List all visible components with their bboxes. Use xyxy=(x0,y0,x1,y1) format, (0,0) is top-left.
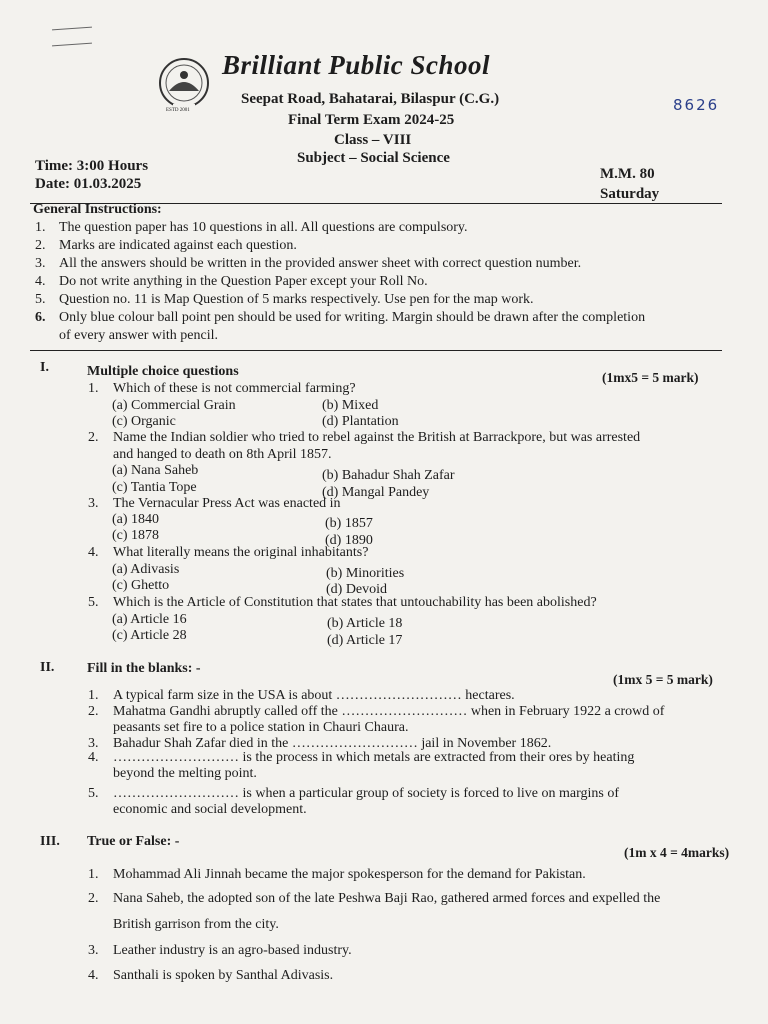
true-false-item: 3. Leather industry is an agro-based industry. xyxy=(88,943,352,958)
instruction-item: 4. Do not write anything in the Question Paper except your Roll No. xyxy=(35,274,428,289)
true-false-item: 1. Mohammad Ali Jinnah became the major spokesperson for the demand for Pakistan. xyxy=(88,867,586,882)
option: (c) Tantia Tope xyxy=(112,480,197,495)
section-number: III. xyxy=(40,834,60,849)
option: (b) Bahadur Shah Zafar xyxy=(322,468,455,483)
time-label: Time: 3:00 Hours xyxy=(35,158,149,174)
class-label: Class – VIII xyxy=(334,132,412,148)
fill-blank-item: 5. ……………………… is when a particular group of society is forced to live on margins of xyxy=(88,786,619,801)
instruction-item: 3. All the answers should be written in the provided answer sheet with correct question number. xyxy=(35,256,582,271)
pen-scribble xyxy=(52,27,92,31)
option: (a) Nana Saheb xyxy=(112,463,199,478)
section-marks: (1mx5 = 5 mark) xyxy=(602,370,699,385)
subject-label: Subject – Social Science xyxy=(297,150,450,166)
option: (d) Article 17 xyxy=(327,633,403,648)
instruction-item: 5. Question no. 11 is Map Question of 5 marks respectively. Use pen for the map work. xyxy=(35,292,534,307)
option: (a) 1840 xyxy=(112,512,160,527)
section-number: I. xyxy=(40,360,49,375)
option: (d) 1890 xyxy=(325,533,373,548)
handwritten-roll-number: 8626 xyxy=(673,96,720,114)
school-name: Brilliant Public School xyxy=(222,50,491,80)
exam-title: Final Term Exam 2024-25 xyxy=(288,112,455,128)
instruction-item: 1. The question paper has 10 questions in all. All questions are compulsory. xyxy=(35,220,468,235)
option: (a) Article 16 xyxy=(112,612,187,627)
instruction-item-continued: of every answer with pencil. xyxy=(59,328,218,343)
true-false-item: 4. Santhali is spoken by Santhal Adivasis. xyxy=(88,968,334,983)
instruction-item: 2. Marks are indicated against each question. xyxy=(35,238,297,253)
option: (c) Organic xyxy=(112,414,176,429)
fill-blank-continued: peasants set fire to a police station in Chauri Chaura. xyxy=(113,720,409,735)
instructions-divider xyxy=(30,350,722,351)
option: (c) Ghetto xyxy=(112,578,170,593)
option: (d) Mangal Pandey xyxy=(322,485,430,500)
school-address: Seepat Road, Bahatarai, Bilaspur (C.G.) xyxy=(241,91,500,107)
instruction-item: 6. Only blue colour ball point pen should be used for writing. Margin should be drawn after the completion xyxy=(35,310,646,325)
logo-caption: ESTD 2001 xyxy=(166,108,190,113)
question: 1. Which of these is not commercial farming? xyxy=(88,381,356,396)
instructions-title: General Instructions: xyxy=(33,202,162,217)
max-marks: M.M. 80 xyxy=(600,166,655,182)
question: 5. Which is the Article of Constitution that states that untouchability has been abolished? xyxy=(88,595,597,610)
section-number: II. xyxy=(40,660,55,675)
option: (c) Article 28 xyxy=(112,628,187,643)
true-false-item: 2. Nana Saheb, the adopted son of the late Peshwa Baji Rao, gathered armed forces and expelled the xyxy=(88,891,661,906)
option: (d) Plantation xyxy=(322,414,399,429)
day-label: Saturday xyxy=(600,186,660,202)
question: 3. The Vernacular Press Act was enacted in xyxy=(88,496,341,511)
question: 4. What literally means the original inhabitants? xyxy=(88,545,369,560)
fill-blank-continued: economic and social development. xyxy=(113,802,307,817)
fill-blank-item: 3. Bahadur Shah Zafar died in the ……………………… jail in November 1862. xyxy=(88,736,552,751)
question-continued: and hanged to death on 8th April 1857. xyxy=(113,447,332,462)
option: (a) Commercial Grain xyxy=(112,398,236,413)
fill-blank-item: 1. A typical farm size in the USA is about ……………………… hectares. xyxy=(88,688,515,703)
option: (b) Article 18 xyxy=(327,616,403,631)
date-label: Date: 01.03.2025 xyxy=(35,176,142,192)
section-title: Multiple choice questions xyxy=(87,364,239,379)
section-title: True or False: - xyxy=(87,834,180,849)
question: 2. Name the Indian soldier who tried to rebel against the British at Barrackpore, but was arrested xyxy=(88,430,641,445)
option: (d) Devoid xyxy=(326,582,388,597)
option: (a) Adivasis xyxy=(112,562,180,577)
section-marks: (1m x 4 = 4marks) xyxy=(624,845,730,860)
fill-blank-continued: beyond the melting point. xyxy=(113,766,257,781)
option: (b) 1857 xyxy=(325,516,373,531)
option: (b) Mixed xyxy=(322,398,379,413)
fill-blank-item: 2. Mahatma Gandhi abruptly called off the ……………………… when in February 1922 a crowd of xyxy=(88,704,665,719)
option: (b) Minorities xyxy=(326,566,405,581)
section-marks: (1mx 5 = 5 mark) xyxy=(613,672,713,687)
option: (c) 1878 xyxy=(112,528,160,543)
true-false-continued: British garrison from the city. xyxy=(113,917,279,932)
section-title: Fill in the blanks: - xyxy=(87,661,201,676)
pen-scribble xyxy=(52,43,92,47)
school-logo-icon xyxy=(155,57,213,115)
fill-blank-item: 4. ……………………… is the process in which metals are extracted from their ores by heating xyxy=(88,750,635,765)
